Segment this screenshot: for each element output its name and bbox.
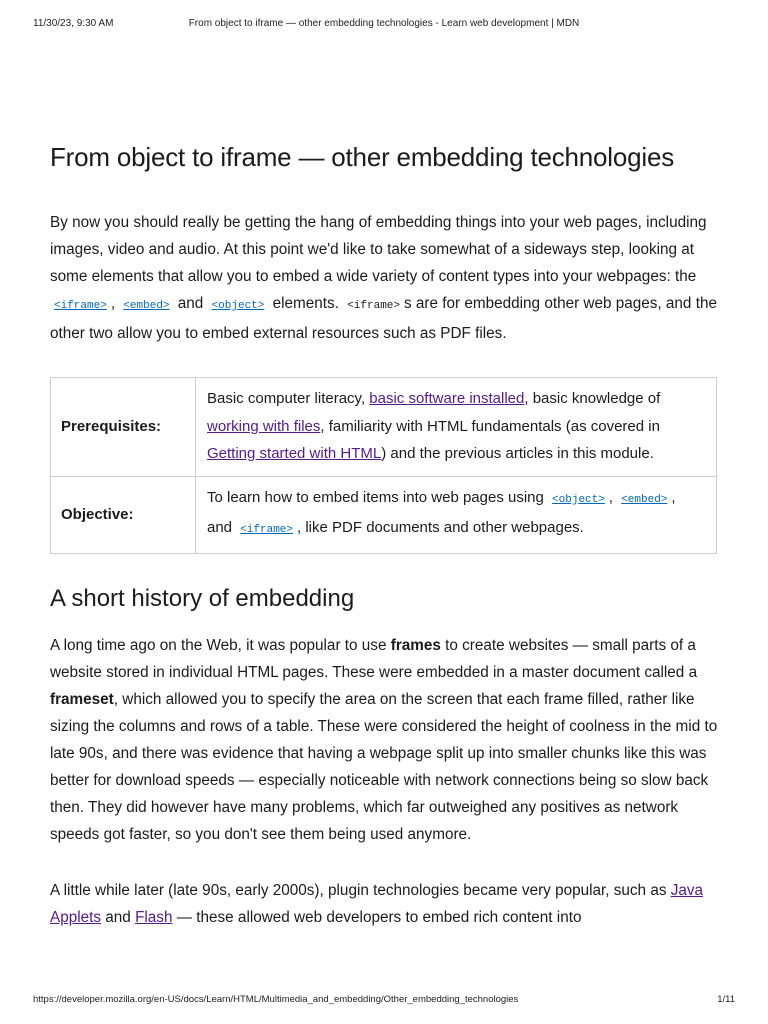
working-with-files-link[interactable]: working with files [207,417,321,435]
history-heading: A short history of embedding [50,584,355,612]
history-p2-text-1: A little while later (late 90s, early 2000s), plugin technologies became very popular, such as [50,881,667,899]
objective-object-code: <object> [552,493,605,506]
objective-object-link[interactable] [552,489,605,506]
basic-software-link[interactable]: basic software installed [369,390,525,407]
frameset-term: frameset [50,690,114,708]
history-paragraph-1 [50,632,718,848]
learning-outcomes-table [50,377,717,554]
intro-text-3: s are for embedding other web pages, and the other two allow you to embed external resources such as PDF files. [50,295,717,342]
print-document-title: From object to iframe — other embedding technologies - Learn web development | MDN [188,18,580,29]
embed-code: <embed> [123,300,170,312]
print-header [33,18,735,32]
print-footer [33,994,735,1008]
objective-iframe-code: <iframe> [240,524,294,536]
objective-row [51,476,717,553]
history-p2-text-2: — these allowed web developers to embed rich content into [176,908,582,926]
objective-comma-2: , [671,488,676,506]
objective-embed-code: <embed> [621,493,668,506]
print-url: https://developer.mozilla.org/en-US/docs/Learn/HTML/Multimedia_and_embedding/Other_embedding_technologies [33,994,519,1005]
prerequisites-row [51,378,717,477]
history-section [50,584,718,931]
history-p1-text-2: to create websites — small parts of a website stored in individual HTML pages. These were embedded in a master document called a [50,636,698,681]
objective-comma-1: , [608,488,614,506]
history-paragraph-2 [50,877,718,931]
objective-iframe-link[interactable] [240,519,293,536]
iframe-code: <iframe> [54,300,107,312]
embed-element-link[interactable] [123,295,169,312]
prerequisites-value [196,378,717,477]
page-title: From object to iframe — other embedding technologies [50,142,675,172]
prereq-text-4: ) and the previous articles in this module. [381,445,654,462]
iframe-element-link[interactable] [54,295,107,312]
getting-started-link[interactable]: Getting started with HTML [207,445,382,462]
history-p1-text-1: A long time ago on the Web, it was popular to use [50,636,387,654]
flash-link[interactable]: Flash [135,908,173,926]
history-p2-and: and [105,908,131,926]
prereq-text-3: , familiarity with HTML fundamentals (as covered in [320,417,660,435]
objective-label: Objective: [51,476,196,553]
objective-value [196,476,717,553]
objective-text-1: To learn how to embed items into web pages using [207,488,544,506]
page-number: 1/11 [717,994,735,1005]
iframe-inline-code: <iframe> [347,300,401,312]
object-code: <object> [211,300,265,312]
intro-and: and [177,295,204,312]
object-element-link[interactable] [212,295,265,312]
prereq-text-2: , basic knowledge of [524,390,661,407]
print-date: 11/30/23, 9:30 AM [33,18,114,29]
intro-text-2: elements. [272,295,339,312]
article-content [50,140,718,960]
prerequisites-label: Prerequisites: [51,378,196,477]
history-p1-text-3: , which allowed you to specify the area on the screen that each frame filled, rather like sizing the columns and rows of a table. These were considered the height of coolness in the mid to late 90s, and there was evidence that having a webpage split up into smaller chunks like this was better for download speeds — especially noticeable with network connections being so slow back then. They did however have many problems, which far outweighed any positives as network speeds got faster, so you don't see them being used anymore. [50,690,718,843]
objective-and: and [207,519,233,536]
objective-embed-link[interactable] [621,489,667,506]
intro-comma: , [110,295,116,312]
java-applets-link[interactable]: Java Applets [50,881,704,926]
frames-term: frames [390,636,441,654]
prereq-text-1: Basic computer literacy, [207,390,366,407]
intro-text-1: By now you should really be getting the hang of embedding things into your web pages, including images, video and audio. At this point we'd like to take somewhat of a sideways step, looking at some elements that allow you to embed a wide variety of content types into your webpages: the [50,214,707,285]
intro-paragraph [50,209,718,347]
objective-text-2: , like PDF documents and other webpages. [297,519,584,536]
